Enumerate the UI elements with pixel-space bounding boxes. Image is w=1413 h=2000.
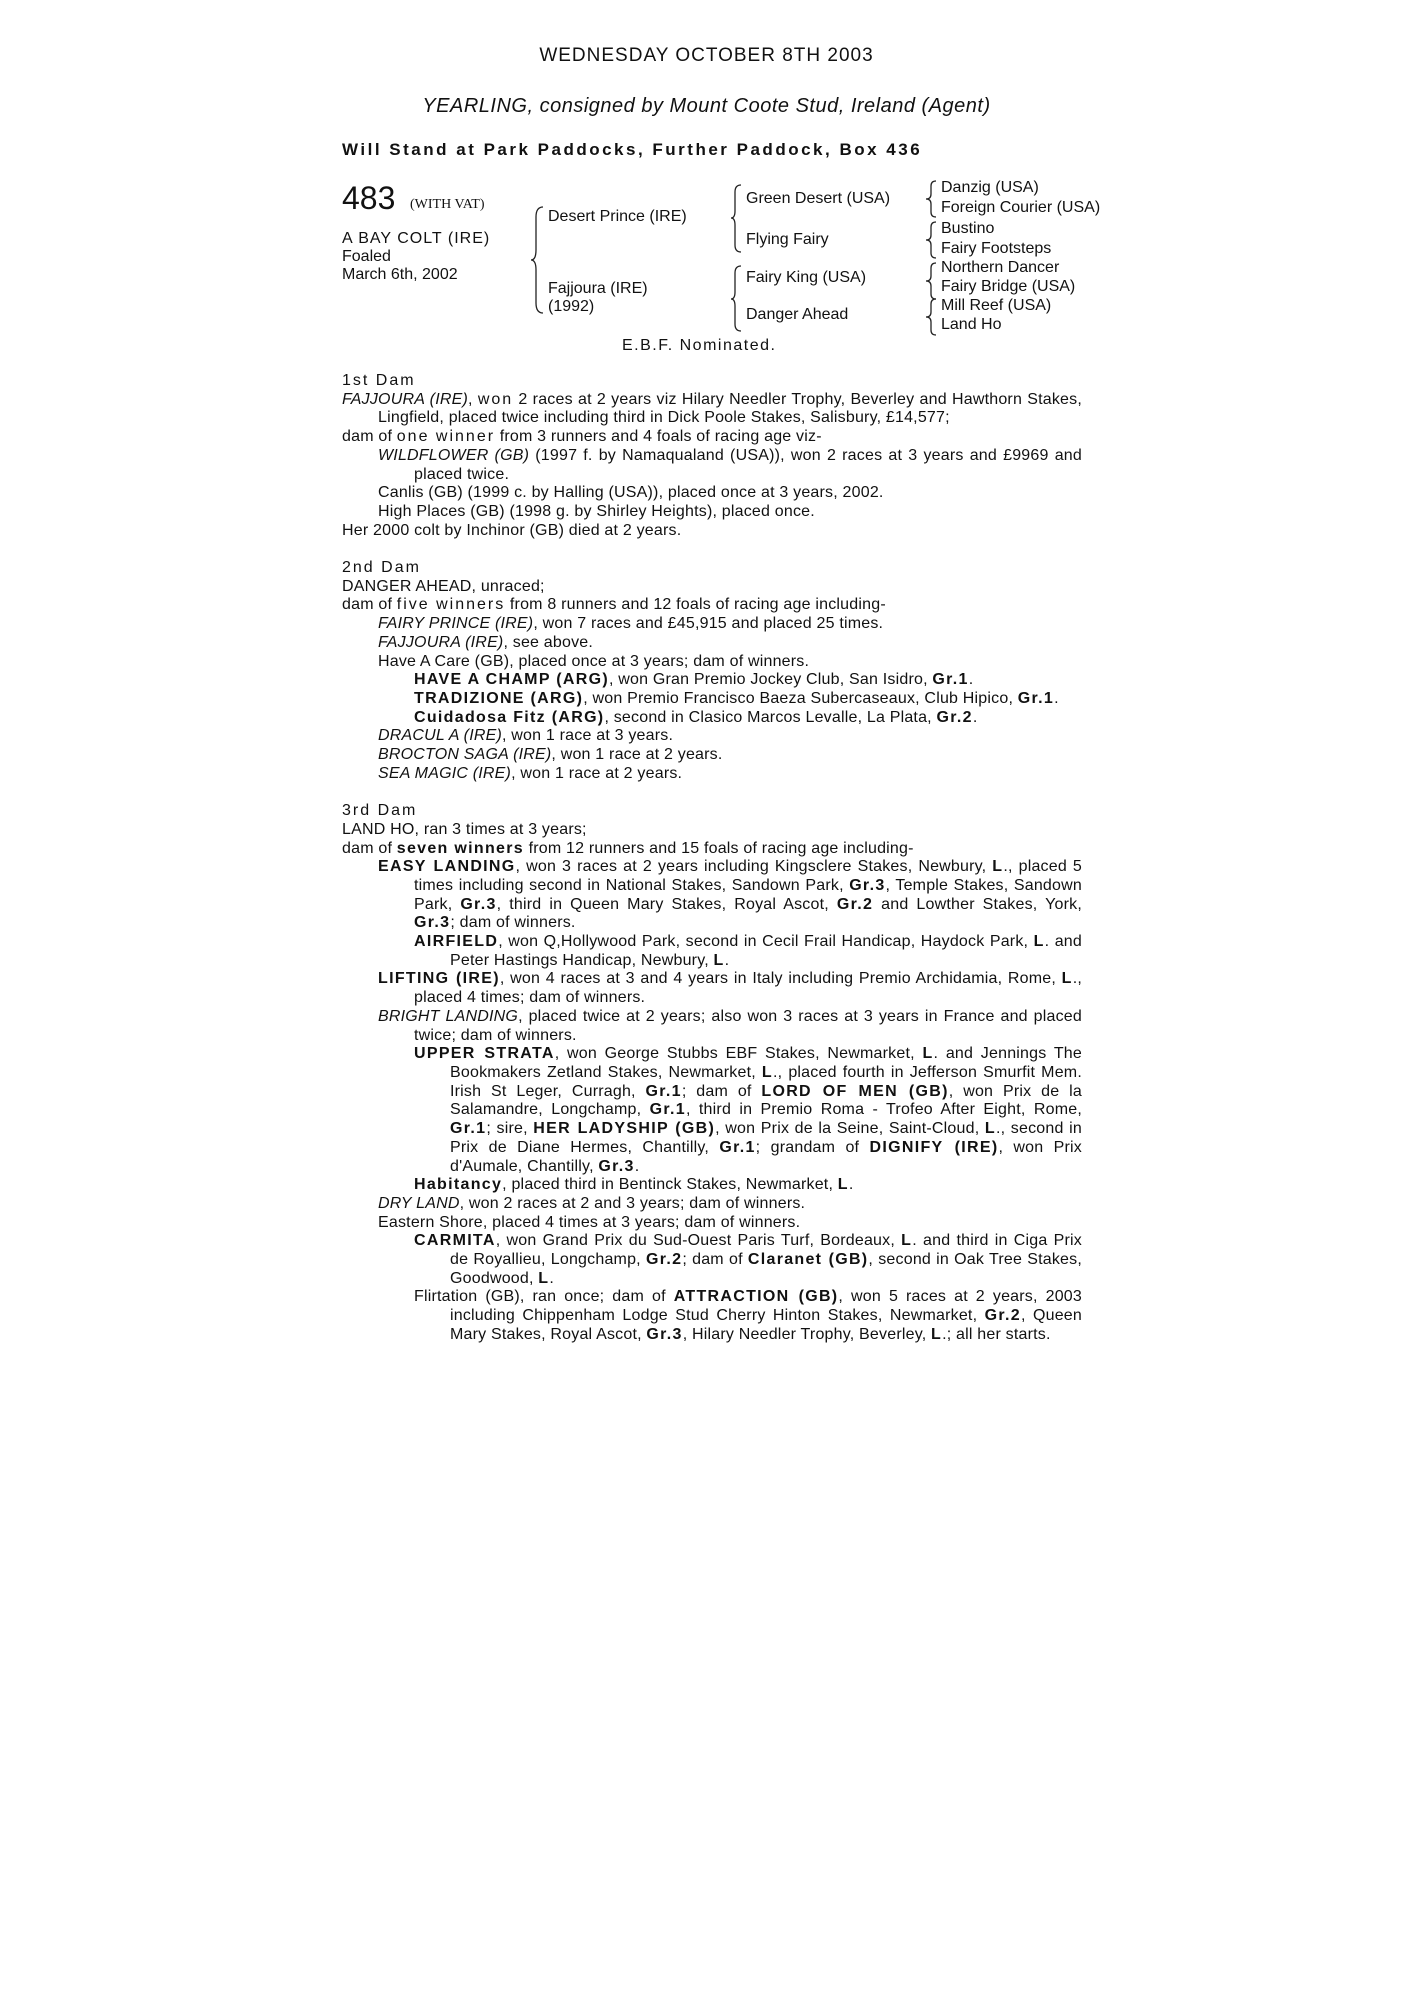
race-text: , won 2 races at 2 and 3 years; dam of winners. [459,1194,806,1212]
second-dam-produce-summary [342,596,1082,615]
race-text: , Hilary Needler Trophy, Beverley, [682,1325,932,1343]
race-text: , won 1 race at 2 years. [511,764,683,782]
produce-entry: Cuidadosa Fitz (ARG), second in Clasico Marcos Levalle, La Plata, Gr.2. [414,708,978,726]
horse-name: TRADIZIONE (ARG) [414,689,584,707]
race-text: , won 5 races at 2 years, 2003 including Chippenham Lodge Stud Cherry Hinton Stakes, Newmarket, [450,1288,1082,1325]
race-text: , third in Queen Mary Stakes, Royal Ascot, [496,895,837,913]
winners-count: one winner [396,428,496,446]
winners-count: five winners [396,596,506,614]
brace-gen3-1 [925,180,937,218]
race-text: , won Q,Hollywood Park, second in Cecil Frail Handicap, Haydock Park, [498,933,1034,951]
brace-gen1 [530,205,544,315]
grade: L [1061,970,1073,988]
text: from 12 runners and 15 foals of racing age including- [523,839,914,857]
produce-record [342,372,1082,1345]
grade: L [837,1176,849,1194]
race-text: ., placed 5 times including second in National Stakes, Sandown Park, [414,858,1082,894]
first-dam-heading: 1st Dam [342,372,416,389]
race-text: . and Jennings The Bookmakers Zetland Stakes, Newmarket, [450,1045,1083,1081]
horse-name: LORD OF MEN (GB) [761,1082,949,1100]
produce-entry [342,727,1082,746]
grade: L [1033,933,1045,951]
dam: Fajjoura (IRE) [548,280,648,297]
grade: Gr.2 [645,1251,683,1269]
horse-name: HER LADYSHIP (GB) [533,1120,716,1138]
sire: Desert Prince (IRE) [548,208,687,225]
race-text: , won Premio Francisco Baeza Subercaseaux, Club Hipico, [583,689,1018,707]
horse-name: AIRFIELD [414,933,499,951]
produce-entry [342,765,1082,784]
grade: Gr.2 [984,1307,1021,1325]
horse-name: Claranet (GB) [747,1251,869,1269]
brace-gen3-3 [925,262,937,300]
grade: L [761,1063,773,1081]
race-text: and Lowther Stakes, York, [873,895,1082,913]
sire-dam: Flying Fairy [746,231,829,248]
produce-entry: Eastern Shore, placed 4 times at 3 years; dam of winners. [378,1213,801,1231]
grade: L [901,1232,913,1250]
ebf-nominated: E.B.F. Nominated. [622,337,777,354]
grade: Gr.2 [936,708,973,726]
grade: L [713,951,725,969]
race-text: , second in Clasico Marcos Levalle, La Plata, [604,708,937,726]
great-granddam-2: Fairy Footsteps [941,240,1052,257]
grade: L [992,858,1004,876]
text: from 3 runners and 4 foals of racing age viz- [495,428,822,446]
grade: L [984,1120,996,1138]
race-text: . and Peter Hastings Handicap, Newbury, [450,933,1082,969]
grade: Gr.2 [836,895,874,913]
race-text: ; dam of [682,1251,748,1269]
race-text: , won Prix de la Seine, Saint-Cloud, [715,1120,985,1138]
grade: L [922,1045,934,1063]
horse-name: EASY LANDING [378,858,516,876]
text: dam of [342,839,397,857]
race-text: ; dam of [681,1082,762,1100]
horse-name: Cuidadosa Fitz (ARG) [414,708,605,726]
vat-note: (WITH VAT) [410,197,485,212]
race-text: ; grandam of [755,1138,870,1156]
race-text: , third in Premio Roma - Trofeo After Eight, Rome, [685,1101,1082,1119]
horse-name: FAJJOURA (IRE) [378,633,504,651]
great-granddam-1: Foreign Courier (USA) [941,199,1101,216]
text: dam of [342,596,397,614]
horse-name: ATTRACTION (GB) [673,1288,839,1306]
produce-entry: Her 2000 colt by Inchinor (GB) died at 2 years. [342,521,682,539]
grade: Gr.3 [460,895,497,913]
second-dam-heading: 2nd Dam [342,559,421,577]
dam-year: (1992) [548,298,595,315]
first-dam-produce-summary [342,428,1082,447]
great-grandsire-1: Danzig (USA) [941,179,1039,196]
produce-entry [342,858,1082,933]
sire-sire: Green Desert (USA) [746,190,891,207]
race-text: , won 4 races at 3 and 4 years in Italy including Premio Archidamia, Rome, [499,970,1062,988]
dam-sire: Fairy King (USA) [746,269,867,286]
lot-info [342,230,490,284]
first-dam-record: FAJJOURA (IRE), won 2 races at 2 years viz Hilary Needler Trophy, Beverley and Hawthorn Stakes, Lingfield, placed twice including third in Dick Poole Stakes, Salisbury, £14,577; [342,390,1082,427]
produce-entry: Habitancy, placed third in Bentinck Stakes, Newmarket, L. [414,1176,854,1194]
great-grandsire-2: Bustino [941,220,995,237]
race-text: ., placed 4 times; dam of winners. [414,970,1083,1007]
race-text: , won 7 races and £45,915 and placed 25 times. [533,615,884,633]
sale-date: WEDNESDAY OCTOBER 8TH 2003 [539,45,874,66]
horse-name: BROCTON SAGA (IRE) [378,746,552,764]
produce-entry: CARMITA, won Grand Prix du Sud-Ouest Paris Turf, Bordeaux, L. and third in Ciga Prix de Royallieu, Longchamp, Gr.2; dam of Claranet (GB), second in Oak Tree Stakes, Goodwood, L. [414,1232,1082,1287]
third-dam-record: LAND HO, ran 3 times at 3 years; [342,820,587,838]
race-text: , won Prix d'Aumale, Chantilly, [450,1138,1083,1175]
third-dam-heading: 3rd Dam [342,802,418,820]
produce-entry [342,634,1082,653]
great-granddam-3: Fairy Bridge (USA) [941,278,1076,295]
race-text: , Queen Mary Stakes, Royal Ascot, [450,1307,1082,1343]
horse-name: FAIRY PRINCE (IRE) [378,615,534,633]
horse-name: DIGNIFY (IRE) [869,1138,999,1156]
brace-gen3-4 [925,298,937,336]
produce-entry [342,1008,1082,1045]
race-text: , Temple Stakes, Sandown Park, [414,876,1082,913]
winners-count: seven winners [396,839,524,857]
produce-entry: HAVE A CHAMP (ARG), won Gran Premio Jockey Club, San Isidro, Gr.1. [414,671,974,689]
horse-name: CARMITA [414,1232,496,1250]
produce-entry: Have A Care (GB), placed once at 3 years; dam of winners. [378,652,810,670]
produce-entry [342,1195,1082,1214]
race-text: (1997 f. by Namaqualand (USA)), won 2 races at 3 years and £9969 and placed twice. [414,446,1082,483]
won-text: won [477,390,514,408]
text: dam of [342,428,397,446]
brace-gen2-sire [730,183,742,255]
second-dam-record: DANGER AHEAD, unraced; [342,577,545,595]
foaled-date: March 6th, 2002 [342,266,458,283]
grade: Gr.1 [450,1120,487,1138]
lot-description: A BAY COLT (IRE) [342,230,491,247]
dam-dam: Danger Ahead [746,306,849,323]
race-text: , won Grand Prix du Sud-Ouest Paris Turf, Bordeaux, [495,1232,902,1250]
race-text: , won Prix de la Salamandre, Longchamp, [450,1082,1082,1119]
grade: L [931,1325,943,1343]
grade: Gr.1 [645,1082,682,1100]
horse-name: SEA MAGIC (IRE) [378,764,512,782]
consignment-line: YEARLING, consigned by Mount Coote Stud, Ireland (Agent) [422,95,991,117]
great-granddam-4: Land Ho [941,316,1002,333]
race-text: Flirtation (GB), ran once; dam of [414,1288,674,1306]
race-text: , won 1 race at 2 years. [551,746,723,764]
grade: Gr.3 [646,1325,683,1343]
produce-entry: AIRFIELD, won Q,Hollywood Park, second in Cecil Frail Handicap, Haydock Park, L. and Peter Hastings Handicap, Newbury, L. [414,933,1082,969]
grade: Gr.3 [849,876,886,894]
third-dam-produce-summary [342,840,1082,859]
race-text: ., placed fourth in Jefferson Smurfit Mem. Irish St Leger, Curragh, [450,1063,1082,1100]
race-text: , won Gran Premio Jockey Club, San Isidro, [608,671,933,689]
race-text: , won 3 races at 2 years including Kingsclere Stakes, Newbury, [515,858,993,876]
horse-name: LIFTING (IRE) [378,970,500,988]
race-text: .; all her starts. [942,1325,1051,1343]
race-text: , won 1 race at 3 years. [502,727,674,745]
text: from 8 runners and 12 foals of racing age including- [505,596,886,614]
produce-entry: UPPER STRATA, won George Stubbs EBF Stakes, Newmarket, L. and Jennings The Bookmakers Zetland Stakes, Newmarket, L., placed fourth in Jefferson Smurfit Mem. Irish St Leger, Curragh, Gr.1; dam of LORD OF MEN (GB), won Prix de la Salamandre, Longchamp, Gr.1, third in Premio Roma - Trofeo After Eight, Rome, Gr.1; sire, HER LADYSHIP (GB), won Prix de la Seine, Saint-Cloud, L., second in Prix de Diane Hermes, Chantilly, Gr.1; grandam of DIGNIFY (IRE), won Prix d'Aumale, Chantilly, Gr.3. [414,1045,1083,1175]
brace-gen3-2 [925,221,937,259]
horse-name: BRIGHT LANDING [378,1007,519,1025]
race-text: ; dam of winners. [450,914,576,932]
race-text: ; sire, [486,1120,534,1138]
lot-number: 483 [342,180,396,216]
produce-entry: Canlis (GB) (1999 c. by Halling (USA)), placed once at 3 years, 2002. [378,484,884,502]
produce-entry [342,970,1082,1007]
horse-name: DRY LAND [378,1194,460,1212]
grade: L [538,1269,550,1287]
produce-entry: High Places (GB) (1998 g. by Shirley Heights), placed once. [378,502,815,520]
grade: Gr.1 [1017,689,1055,707]
produce-entry [342,746,1082,765]
race-text: , second in Oak Tree Stakes, Goodwood, [450,1251,1082,1287]
race-text: , placed twice at 2 years; also won 3 races at 3 years in France and placed twice; dam of winners. [414,1007,1082,1044]
produce-entry [342,615,1082,634]
race-text: ., second in Prix de Diane Hermes, Chantilly, [450,1120,1082,1156]
horse-name: Habitancy [414,1176,503,1194]
produce-entry [342,447,1082,484]
grade: Gr.3 [414,914,451,932]
horse-name: DRACUL A (IRE) [378,727,503,745]
race-text: 2 races at 2 years viz Hilary Needler Trophy, Beverley and Hawthorn Stakes, Lingfield, placed twice including third in Dick Poole Stakes, Salisbury, £14,577; [378,390,1082,427]
horse-name: FAJJOURA (IRE) [342,390,469,408]
grade: Gr.3 [598,1157,635,1175]
race-text: , placed third in Bentinck Stakes, Newmarket, [502,1176,838,1194]
great-grandsire-3: Northern Dancer [941,259,1060,276]
horse-name: HAVE A CHAMP (ARG) [414,671,609,689]
race-text: . and third in Ciga Prix de Royallieu, Longchamp, [450,1232,1082,1269]
race-text: , won George Stubbs EBF Stakes, Newmarket, [554,1045,923,1063]
brace-gen2-dam [730,264,742,334]
grade: Gr.1 [719,1138,756,1156]
horse-name: WILDFLOWER (GB) [378,446,530,464]
race-text: , see above. [503,633,594,651]
produce-entry [342,1288,1082,1344]
grade: Gr.1 [649,1101,686,1119]
foaled-label: Foaled [342,248,391,265]
horse-name: UPPER STRATA [414,1045,555,1063]
produce-entry: TRADIZIONE (ARG), won Premio Francisco Baeza Subercaseaux, Club Hipico, Gr.1. [414,689,1059,707]
great-grandsire-4: Mill Reef (USA) [941,297,1052,314]
stand-location: Will Stand at Park Paddocks, Further Paddock, Box 436 [342,140,923,159]
grade: Gr.1 [932,671,969,689]
